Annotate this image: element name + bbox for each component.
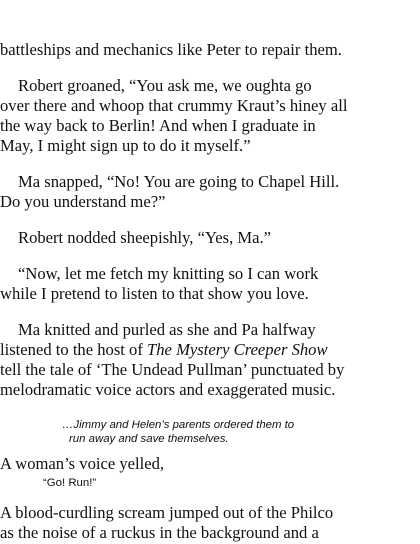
text-line: Robert nodded sheepishly, “Yes, Ma.” xyxy=(18,228,272,247)
text-line: over there and whoop that crummy Kraut’s hiney all xyxy=(0,96,348,115)
text-line: the way back to Berlin! And when I graduate in xyxy=(0,116,316,135)
text-line: Ma snapped, “No! You are going to Chapel Hill. xyxy=(18,172,340,191)
text-line: A woman’s voice yelled, xyxy=(0,454,165,473)
text-line xyxy=(0,340,328,360)
text-line: tell the tale of ‘The Undead Pullman’ punctuated by xyxy=(0,360,345,379)
text-line: melodramatic voice actors and exaggerated music. xyxy=(0,380,336,399)
text-segment: listened to the host of xyxy=(0,340,148,359)
radio-dialogue-line: “Go! Run!” xyxy=(43,477,97,489)
radio-narration-line: run away and save themselves. xyxy=(69,433,229,445)
text-line: Robert groaned, “You ask me, we oughta go xyxy=(18,76,312,95)
text-line: Ma knitted and purled as she and Pa halfway xyxy=(18,320,316,339)
text-line: while I pretend to listen to that show you love. xyxy=(0,284,309,303)
text-line: Do you understand me?” xyxy=(0,192,166,211)
text-line: May, I might sign up to do it myself.” xyxy=(0,136,251,155)
text-line: battleships and mechanics like Peter to repair them. xyxy=(0,40,342,59)
text-line: “Now, let me fetch my knitting so I can work xyxy=(18,264,319,283)
radio-narration-line: …Jimmy and Helen’s parents ordered them to xyxy=(62,419,295,431)
show-title: The Mystery Creeper Show xyxy=(147,340,328,359)
text-line: A blood-curdling scream jumped out of the Philco xyxy=(0,503,334,522)
text-line: as the noise of a ruckus in the background and a xyxy=(0,523,319,542)
